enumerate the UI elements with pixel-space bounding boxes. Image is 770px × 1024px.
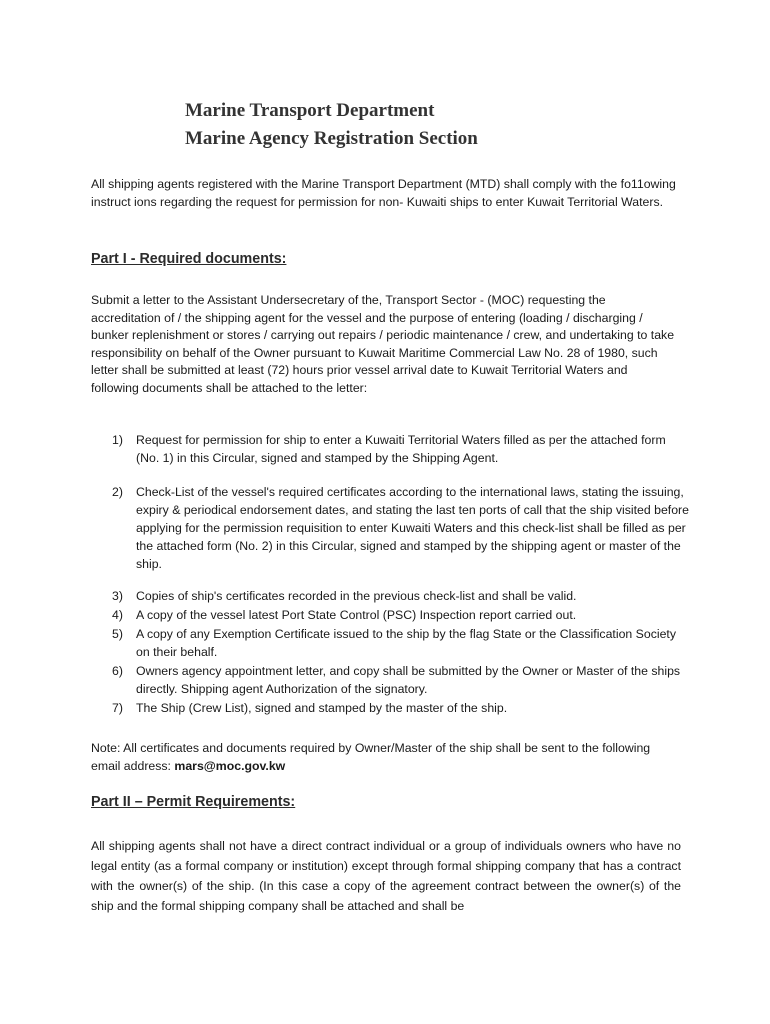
note-paragraph	[91, 739, 681, 775]
intro-paragraph: All shipping agents registered with the Marine Transport Department (MTD) shall comply with the fo11owing instruct ions regarding the request for permission for non- Kuwaiti ships to enter Kuwait Territorial Waters.	[91, 177, 676, 209]
email-address: mars@moc.gov.kw	[174, 759, 286, 773]
note-text: Note: All certificates and documents required by Owner/Master of the ship shall be sent to the following email address:	[91, 741, 651, 773]
list-item-text: The Ship (Crew List), signed and stamped by the master of the ship.	[136, 701, 508, 715]
list-item	[91, 662, 691, 698]
part2-heading: Part II – Permit Requirements:	[91, 794, 296, 810]
required-documents-list	[91, 483, 691, 573]
list-item-text: A copy of the vessel latest Port State Control (PSC) Inspection report carried out.	[136, 608, 577, 622]
list-item-number: 3)	[112, 589, 123, 603]
list-item	[91, 699, 691, 717]
required-documents-list	[91, 431, 691, 467]
list-item	[91, 587, 691, 605]
list-item-number: 5)	[112, 627, 123, 641]
list-item-text: Copies of ship's certificates recorded in the previous check-list and shall be valid.	[136, 589, 577, 603]
document-header	[185, 97, 478, 153]
department-title: Marine Transport Department	[185, 100, 435, 121]
list-item-number: 4)	[112, 608, 123, 622]
list-item-number: 7)	[112, 701, 123, 715]
list-item-text: Check-List of the vessel's required certificates according to the international laws, stating the issuing, expiry & periodical endorsement dates, and stating the last ten ports of call that the ship visited before applying for the permission requisition to enter Kuwaiti Waters and this check-list shall be filled as per the attached form (No. 2) in this Circular, signed and stamped by the shipping agent or master of the ship.	[136, 485, 689, 571]
list-item	[91, 483, 691, 573]
list-item-text: A copy of any Exemption Certificate issued to the ship by the flag State or the Classification Society on their behalf.	[136, 627, 676, 659]
list-item	[91, 431, 691, 467]
list-item-number: 1)	[112, 433, 123, 447]
list-item	[91, 606, 691, 624]
list-item-number: 2)	[112, 485, 123, 499]
list-item-text: Owners agency appointment letter, and copy shall be submitted by the Owner or Master of the ships directly. Shipping agent Authorization of the signatory.	[136, 664, 681, 696]
required-documents-list	[91, 587, 691, 718]
list-item-number: 6)	[112, 664, 123, 678]
part2-paragraph: All shipping agents shall not have a direct contract individual or a group of individuals owners who have no legal entity (as a formal company or institution) except through formal shipping company that has a contract with the owner(s) of the ship. (In this case a copy of the agreement contract between the owner(s) of the ship and the formal shipping company shall be attached and shall be	[91, 839, 681, 913]
part1-paragraph: Submit a letter to the Assistant Undersecretary of the, Transport Sector - (MOC) requesting the accreditation of / the shipping agent for the vessel and the purpose of entering (loading / discharging / bunker replenishment or stores / carrying out repairs / periodic maintenance / crew, and undertaking to take responsibility on behalf of the Owner pursuant to Kuwait Maritime Commercial Law No. 28 of 1980, such letter shall be submitted at least (72) hours prior vessel arrival date to Kuwait Territorial Waters and following documents shall be attached to the letter:	[91, 293, 675, 395]
list-item	[91, 625, 691, 661]
list-item-text: Request for permission for ship to enter a Kuwaiti Territorial Waters filled as per the attached form (No. 1) in this Circular, signed and stamped by the Shipping Agent.	[136, 433, 666, 465]
part1-heading: Part I - Required documents:	[91, 251, 287, 267]
section-title: Marine Agency Registration Section	[185, 128, 478, 149]
